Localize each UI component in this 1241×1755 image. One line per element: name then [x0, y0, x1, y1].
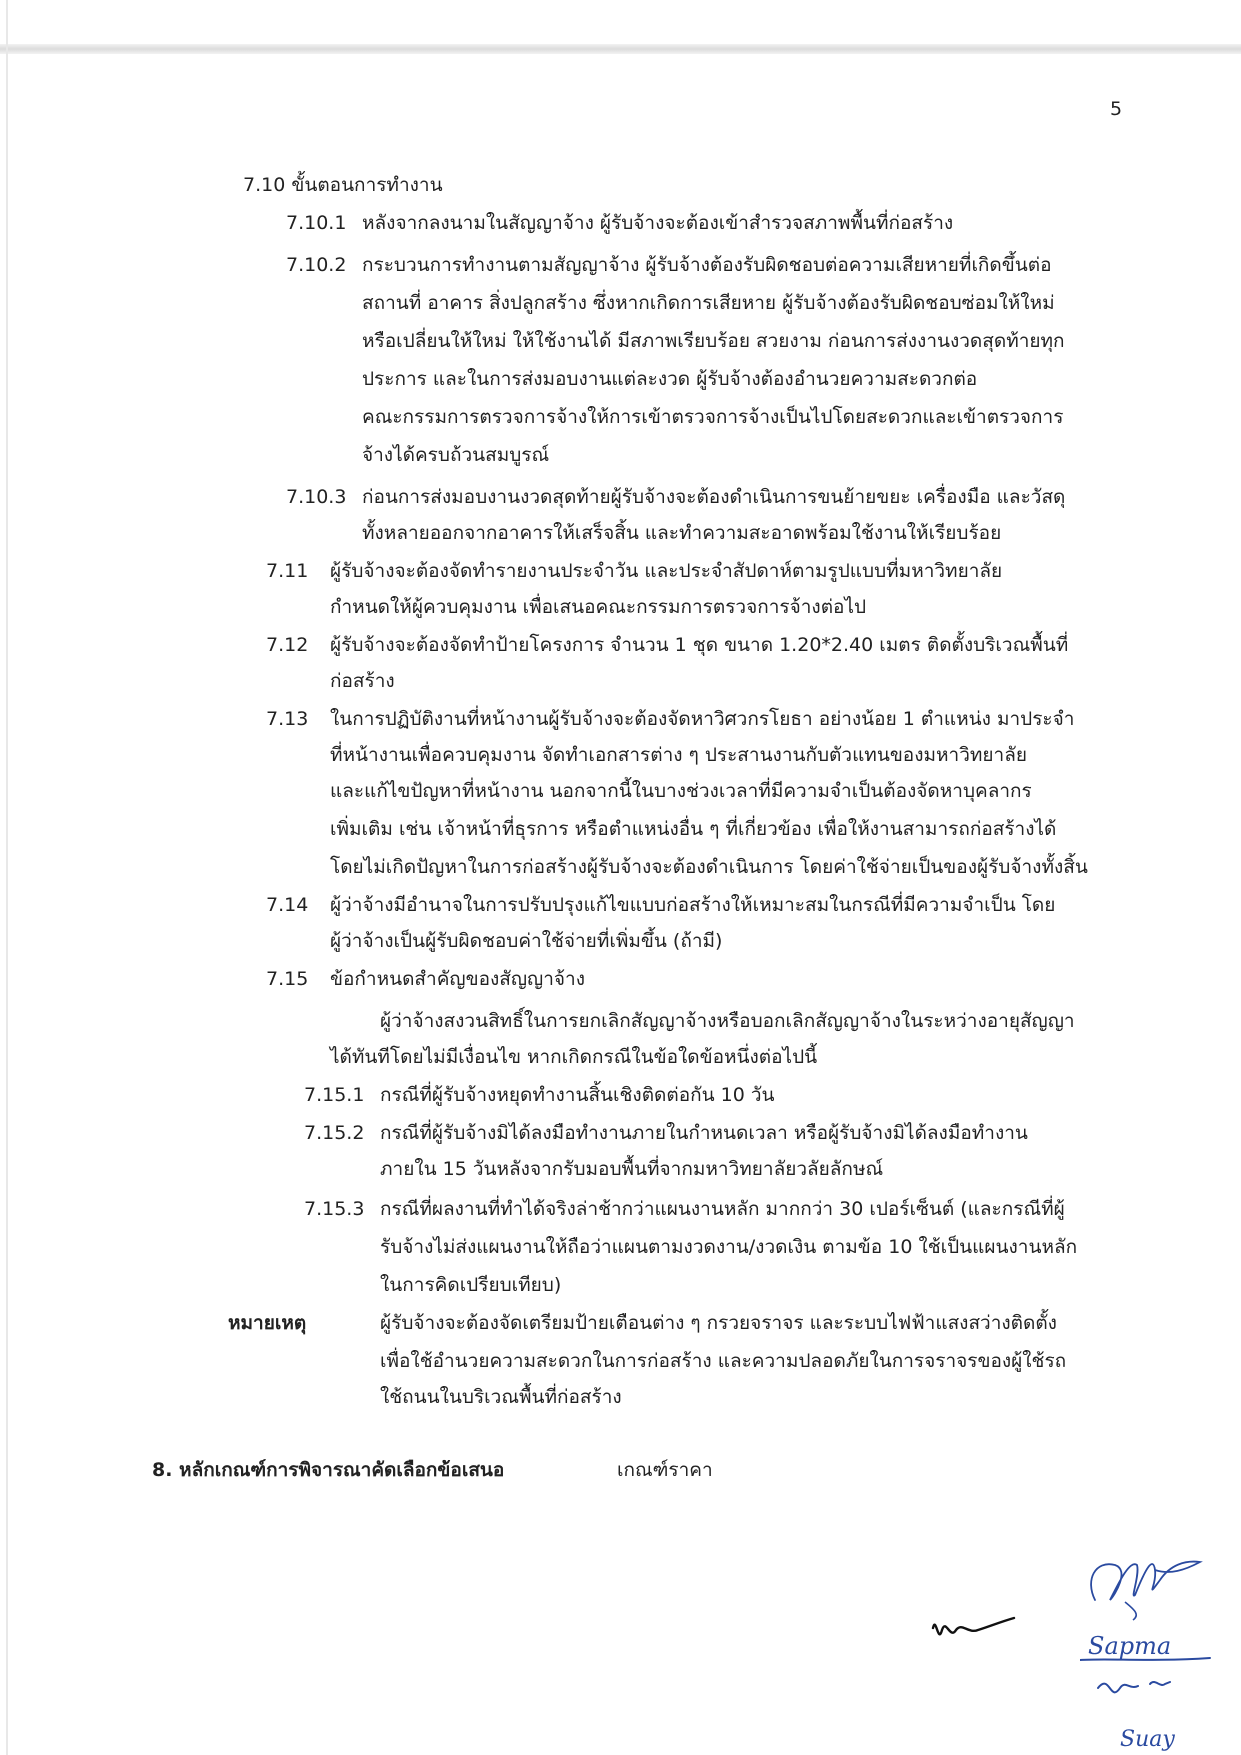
signature-handwritten-block	[1080, 1618, 1220, 1755]
item-7-13-line: ในการปฏิบัติงานที่หน้างานผู้รับจ้างจะต้องจัดหาวิศวกรโยธา อย่างน้อย 1 ตำแหน่ง มาประจำ	[330, 708, 1075, 730]
item-7-11-number: 7.11	[266, 560, 309, 582]
item-7-12-line: ก่อสร้าง	[330, 670, 395, 692]
note-line: เพื่อใช้อำนวยความสะดวกในการก่อสร้าง และความปลอดภัยในการจราจรของผู้ใช้รถ	[380, 1350, 1067, 1372]
item-7-15-3-line: ในการคิดเปรียบเทียบ)	[380, 1274, 562, 1296]
item-7-11-line: ผู้รับจ้างจะต้องจัดทำรายงานประจำวัน และประจำสัปดาห์ตามรูปแบบที่มหาวิทยาลัย	[330, 560, 1003, 582]
signature-scribble-top	[1075, 1540, 1215, 1625]
item-7-10-2-line: จ้างได้ครบถ้วนสมบูรณ์	[362, 444, 550, 466]
item-7-10-3-number: 7.10.3	[286, 486, 347, 508]
item-7-12-line: ผู้รับจ้างจะต้องจัดทำป้ายโครงการ จำนวน 1 ชุด ขนาด 1.20*2.40 เมตร ติดตั้งบริเวณพื้นที่	[330, 634, 1069, 656]
signature-text: Suay	[1120, 1727, 1175, 1752]
item-7-15-2-number: 7.15.2	[304, 1122, 365, 1144]
page-number: 5	[1110, 98, 1123, 120]
item-7-14-line: ผู้ว่าจ้างเป็นผู้รับผิดชอบค่าใช้จ่ายที่เพิ่มขึ้น (ถ้ามี)	[330, 930, 723, 952]
item-7-13-line: เพิ่มเติม เช่น เจ้าหน้าที่ธุรการ หรือตำแหน่งอื่น ๆ ที่เกี่ยวข้อง เพื่อให้งานสามารถก่อสร้างได้	[330, 818, 1057, 840]
section-8-value: เกณฑ์ราคา	[617, 1459, 713, 1481]
section-7-10-heading: 7.10 ขั้นตอนการทำงาน	[243, 174, 443, 196]
scan-left-edge	[6, 0, 8, 1755]
item-7-10-3-line: ทั้งหลายออกจากอาคารให้เสร็จสิ้น และทำความสะอาดพร้อมใช้งานให้เรียบร้อย	[362, 522, 1002, 544]
item-7-10-2-number: 7.10.2	[286, 254, 347, 276]
item-7-15-2-line: ภายใน 15 วันหลังจากรับมอบพื้นที่จากมหาวิทยาลัยวลัยลักษณ์	[380, 1158, 884, 1180]
item-7-10-2-line: กระบวนการทำงานตามสัญญาจ้าง ผู้รับจ้างต้องรับผิดชอบต่อความเสียหายที่เกิดขึ้นต่อ	[362, 254, 1052, 276]
note-line: ใช้ถนนในบริเวณพื้นที่ก่อสร้าง	[380, 1386, 622, 1408]
signature-text: Sapma	[1088, 1632, 1172, 1660]
item-7-15-heading: ข้อกำหนดสำคัญของสัญญาจ้าง	[330, 968, 585, 990]
item-7-10-1-line: หลังจากลงนามในสัญญาจ้าง ผู้รับจ้างจะต้องเข้าสำรวจสภาพพื้นที่ก่อสร้าง	[362, 212, 954, 234]
item-7-15-3-line: รับจ้างไม่ส่งแผนงานให้ถือว่าแผนตามงวดงาน/งวดเงิน ตามข้อ 10 ใช้เป็นแผนงานหลัก	[380, 1236, 1078, 1258]
item-7-15-intro-line: ผู้ว่าจ้างสงวนสิทธิ์ในการยกเลิกสัญญาจ้างหรือบอกเลิกสัญญาจ้างในระหว่างอายุสัญญา	[380, 1010, 1075, 1032]
scan-top-line	[0, 44, 1241, 54]
item-7-15-2-line: กรณีที่ผู้รับจ้างมิได้ลงมือทำงานภายในกำหนดเวลา หรือผู้รับจ้างมิได้ลงมือทำงาน	[380, 1122, 1028, 1144]
item-7-14-line: ผู้ว่าจ้างมีอำนาจในการปรับปรุงแก้ไขแบบก่อสร้างให้เหมาะสมในกรณีที่มีความจำเป็น โดย	[330, 894, 1056, 916]
item-7-10-1-number: 7.10.1	[286, 212, 347, 234]
item-7-13-line: ที่หน้างานเพื่อควบคุมงาน จัดทำเอกสารต่าง ๆ ประสานงานกับตัวแทนของมหาวิทยาลัย	[330, 744, 1027, 766]
item-7-13-line: และแก้ไขปัญหาที่หน้างาน นอกจากนี้ในบางช่วงเวลาที่มีความจำเป็นต้องจัดหาบุคลากร	[330, 780, 1032, 802]
item-7-13-number: 7.13	[266, 708, 309, 730]
note-line: ผู้รับจ้างจะต้องจัดเตรียมป้ายเตือนต่าง ๆ กรวยจราจร และระบบไฟฟ้าแสงสว่างติดตั้ง	[380, 1312, 1057, 1334]
item-7-10-3-line: ก่อนการส่งมอบงานงวดสุดท้ายผู้รับจ้างจะต้องดำเนินการขนย้ายขยะ เครื่องมือ และวัสดุ	[362, 486, 1066, 508]
item-7-12-number: 7.12	[266, 634, 309, 656]
item-7-10-2-line: หรือเปลี่ยนให้ใหม่ ให้ใช้งานได้ มีสภาพเรียบร้อย สวยงาม ก่อนการส่งงานงวดสุดท้ายทุก	[362, 330, 1065, 352]
signature-scribble-left	[928, 1600, 1018, 1650]
item-7-15-3-line: กรณีที่ผลงานที่ทำได้จริงล่าช้ากว่าแผนงานหลัก มากกว่า 30 เปอร์เซ็นต์ (และกรณีที่ผู้	[380, 1198, 1065, 1220]
item-7-10-2-line: สถานที่ อาคาร สิ่งปลูกสร้าง ซึ่งหากเกิดการเสียหาย ผู้รับจ้างต้องรับผิดชอบซ่อมให้ใหม่	[362, 292, 1055, 314]
item-7-15-intro-line: ได้ทันทีโดยไม่มีเงื่อนไข หากเกิดกรณีในข้อใดข้อหนึ่งต่อไปนี้	[330, 1046, 818, 1068]
item-7-10-2-line: คณะกรรมการตรวจการจ้างให้การเข้าตรวจการจ้างเป็นไปโดยสะดวกและเข้าตรวจการ	[362, 406, 1064, 428]
section-8-label: 8. หลักเกณฑ์การพิจารณาคัดเลือกข้อเสนอ	[152, 1459, 505, 1481]
item-7-15-number: 7.15	[266, 968, 309, 990]
item-7-10-2-line: ประการ และในการส่งมอบงานแต่ละงวด ผู้รับจ้างต้องอำนวยความสะดวกต่อ	[362, 368, 978, 390]
item-7-13-line: โดยไม่เกิดปัญหาในการก่อสร้างผู้รับจ้างจะต้องดำเนินการ โดยค่าใช้จ่ายเป็นของผู้รับจ้างทั้งสิ้น	[330, 856, 1088, 878]
item-7-15-3-number: 7.15.3	[304, 1198, 365, 1220]
note-label: หมายเหตุ	[228, 1312, 307, 1334]
item-7-15-1-line: กรณีที่ผู้รับจ้างหยุดทำงานสิ้นเชิงติดต่อกัน 10 วัน	[380, 1084, 775, 1106]
item-7-15-1-number: 7.15.1	[304, 1084, 365, 1106]
item-7-11-line: กำหนดให้ผู้ควบคุมงาน เพื่อเสนอคณะกรรมการตรวจการจ้างต่อไป	[330, 596, 867, 618]
item-7-14-number: 7.14	[266, 894, 309, 916]
